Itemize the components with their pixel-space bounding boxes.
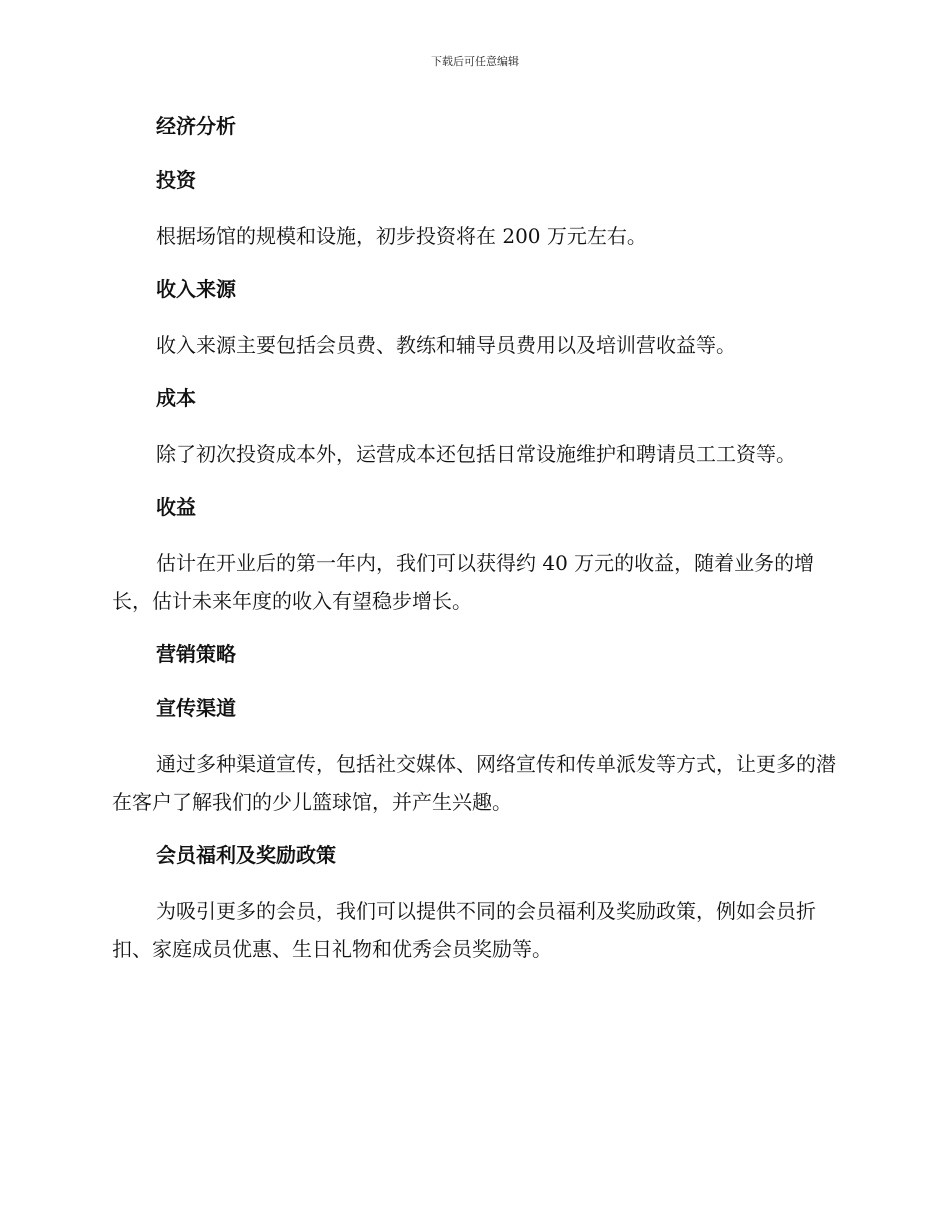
paragraph-revenue-sources: 收入来源主要包括会员费、教练和辅导员费用以及培训营收益等。 (156, 333, 736, 357)
paragraph-promotion-channels: 通过多种渠道宣传，包括社交媒体、网络宣传和传单派发等方式，让更多的潜在客户了解我们的少儿篮球馆，并产生兴趣。 (112, 752, 836, 814)
paragraph-profit: 估计在开业后的第一年内，我们可以获得约 40 万元的收益，随着业务的增长，估计未来年度的收入有望稳步增长。 (112, 551, 815, 613)
paragraph-member-benefits: 为吸引更多的会员，我们可以提供不同的会员福利及奖励政策，例如会员折扣、家庭成员优惠、生日礼物和优秀会员奖励等。 (112, 899, 816, 961)
section-heading-promotion-channels: 宣传渠道 (156, 696, 236, 720)
section-heading-economic-analysis: 经济分析 (156, 114, 236, 138)
paragraph-investment: 根据场馆的规模和设施，初步投资将在 200 万元左右。 (156, 224, 647, 248)
section-heading-revenue-sources: 收入来源 (156, 277, 236, 301)
document-body (112, 109, 838, 968)
section-heading-investment: 投资 (156, 168, 196, 192)
section-heading-member-benefits: 会员福利及奖励政策 (156, 843, 336, 867)
paragraph-costs: 除了初次投资成本外，运营成本还包括日常设施维护和聘请员工工资等。 (156, 442, 796, 466)
section-heading-profit: 收益 (156, 495, 196, 519)
page-header: 下载后可任意编辑 (431, 55, 519, 68)
section-heading-marketing-strategy: 营销策略 (156, 642, 236, 666)
section-heading-costs: 成本 (156, 386, 196, 410)
